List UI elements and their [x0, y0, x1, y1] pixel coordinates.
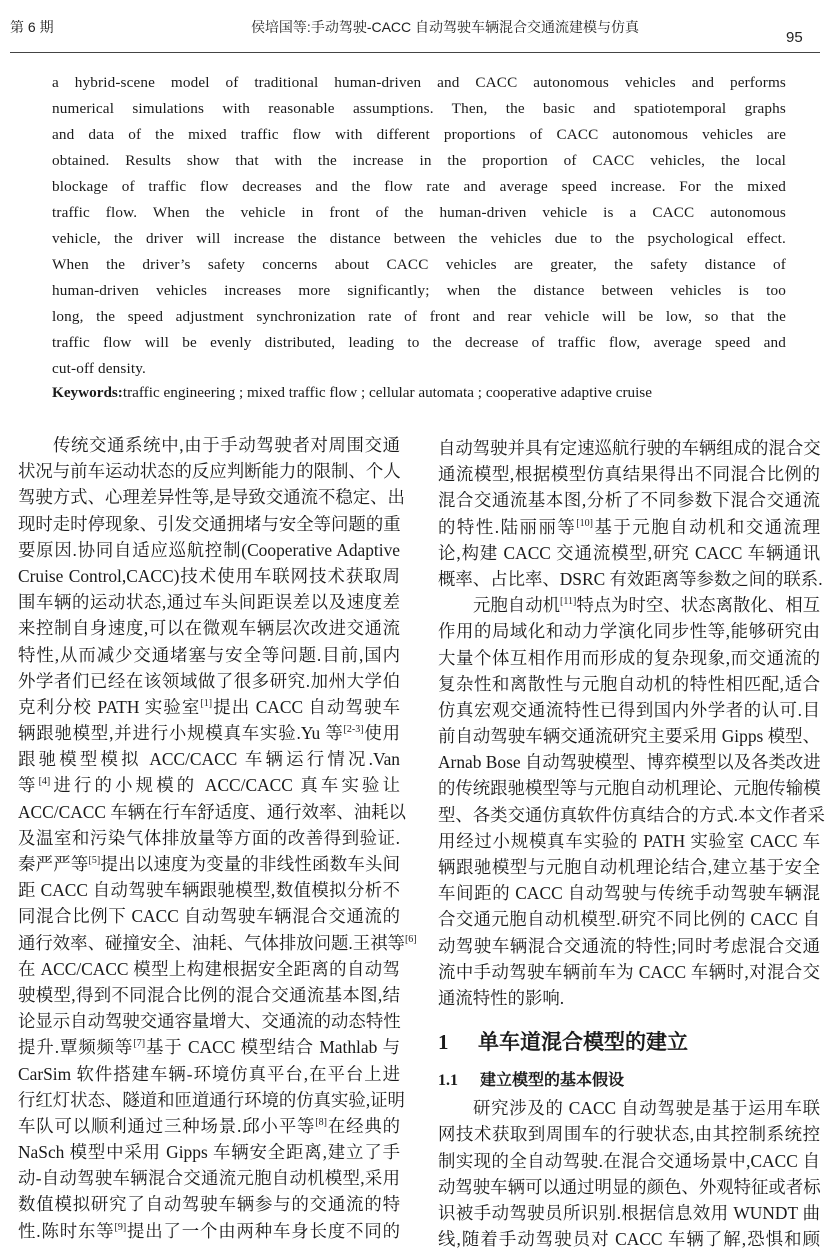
text-segment: 复杂性和离散性与元胞自动机的特性相匹配,适合: [438, 673, 820, 694]
keywords-label: Keywords:: [52, 384, 123, 401]
text-segment: 识被手动驾驶员所识别.根据信息效用 WUNDT 曲: [438, 1202, 820, 1223]
citation[interactable]: [2-3]: [343, 724, 364, 736]
abstract-line: traffic flow will be evenly distributed, leading to the decrease of traffic flow, average speed and: [52, 334, 786, 351]
text-line: [438, 514, 820, 540]
abstract-line: cut-off density.: [52, 360, 146, 377]
citation[interactable]: [10]: [576, 517, 593, 529]
citation[interactable]: [8]: [315, 1116, 327, 1128]
text-line: [438, 618, 820, 644]
citation[interactable]: [9]: [114, 1221, 127, 1233]
running-title: 侯培国等:手动驾驶-CACC 自动驾驶车辆混合交通流建模与仿真: [250, 19, 640, 35]
text-segment: CarSim 软件搭建车辆-环境仿真平台,在平台上进: [18, 1063, 400, 1084]
abstract-line: traffic flow. When the vehicle in front of the human-driven vehicle is a CACC autonomous: [52, 204, 786, 221]
text-line: [438, 880, 820, 906]
text-segment: 流中手动驾驶车辆前车为 CACC 车辆时,对混合交: [438, 961, 820, 982]
text-segment: 进行的小规模的 ACC/CACC 真车实验让: [50, 775, 400, 796]
text-segment: 同混合比例下 CACC 自动驾驶车辆混合交通流的: [18, 906, 400, 927]
text-line: [18, 772, 400, 798]
text-line: [438, 1200, 820, 1226]
text-segment: 通流模型,根据模型仿真结果得出不同混合比例的: [438, 464, 820, 485]
right-column: [438, 435, 825, 1252]
text-segment: 通流特性的影响.: [438, 987, 565, 1008]
text-segment: 辆跟驰模型,并进行小规模真车实验.Yu 等: [18, 723, 344, 744]
text-segment: 行红灯状态、隧道和匝道通行环境的仿真实验,证明: [18, 1089, 405, 1110]
text-line: [18, 484, 405, 510]
abstract-line: numerical simulations with reasonable assumptions. Then, the basic and spatiotemporal graphs: [52, 100, 786, 117]
text-line: [18, 982, 400, 1008]
left-column: [18, 432, 417, 1244]
text-line: [438, 1148, 820, 1174]
text-segment: 线,随着手动驾驶员对 CACC 车辆了解,恐惧和顾: [438, 1229, 820, 1250]
text-segment: 动-自动驾驶车辆混合交通流元胞自动机模型,采用: [18, 1168, 400, 1189]
text-line: [438, 671, 820, 697]
text-line: [18, 1087, 405, 1113]
abstract-line: obtained. Results show that with the increase in the proportion of CACC vehicles, the local: [52, 152, 786, 169]
text-line: [18, 1061, 400, 1087]
text-segment: 混合交通流基本图,分析了不同参数下混合交通流: [438, 490, 820, 511]
header-rule: [10, 52, 820, 53]
text-segment: 作用的局域化和动力学演化同步性等,能够研究由: [438, 621, 820, 642]
text-segment: 等: [18, 775, 39, 796]
text-line: [438, 1121, 820, 1147]
abstract-line: long, the speed adjustment synchronization rate of front and rear vehicle will be low, so that the: [52, 308, 786, 325]
text-line: [18, 1165, 400, 1191]
text-segment: NaSch 模型中采用 Gipps 车辆安全距离,建立了手: [18, 1142, 400, 1163]
text-segment: 围车辆的运动状态,通过车头间距误差以及速度差: [18, 592, 400, 613]
text-line: [438, 723, 820, 749]
text-segment: 提升.覃频频等: [18, 1037, 134, 1058]
citation[interactable]: [7]: [133, 1038, 146, 1050]
text-segment: 距 CACC 自动驾驶车辆跟驰模型,数值模拟分析不: [18, 880, 400, 901]
text-segment: 通行效率、碰撞安全、油耗、气体排放问题.王祺等: [18, 932, 405, 953]
text-segment: 论显示自动驾驶交通容量增大、交通流的动态特性: [18, 1011, 401, 1032]
text-line: [18, 956, 400, 982]
text-segment: 制实现的全自动驾驶.在混合交通场景中,CACC 自: [438, 1150, 820, 1171]
text-line: [18, 746, 400, 772]
text-segment: 动驾驶车辆可以通过明显的颜色、外观特征或者标: [438, 1176, 821, 1197]
text-line: [438, 802, 825, 828]
text-segment: 特性,从而减少交通堵塞与安全等问题.目前,国内: [18, 644, 400, 665]
keywords-text: traffic engineering ; mixed traffic flow ; cellular automata ; cooperative adaptive cruise: [122, 384, 652, 401]
text-segment: 大量个体互相作用而形成的复杂现象,而交通流的: [438, 647, 820, 668]
text-line: [18, 825, 400, 851]
text-segment: 传统交通系统中,由于手动驾驶者对周围交通: [53, 435, 400, 455]
text-segment: 研究涉及的 CACC 自动驾驶是基于运用车联: [473, 1098, 820, 1119]
text-line: [18, 799, 406, 825]
text-line: [18, 1218, 400, 1244]
text-segment: 用经过小规模真车实验的 PATH 实验室 CACC 车: [438, 830, 820, 851]
text-segment: 动驾驶车辆混合交通流的特性;同时考虑混合交通: [438, 935, 820, 956]
text-segment: 驾驶方式、心理差异性等,是导致交通流不稳定、出: [18, 487, 405, 508]
issue-label: 第 6 期: [10, 19, 54, 35]
citation[interactable]: [6]: [404, 933, 417, 945]
section-number: 1: [438, 1030, 449, 1055]
text-line: [438, 959, 820, 985]
text-segment: 元胞自动机: [473, 595, 561, 616]
text-line: [438, 985, 820, 1011]
abstract-line: a hybrid-scene model of traditional human-driven and CACC autonomous vehicles and performs: [52, 74, 786, 91]
text-line: [438, 906, 820, 932]
text-line: [438, 1095, 820, 1121]
abstract-line: and data of the mixed traffic flow with different proportions of CACC autonomous vehicles are: [52, 126, 786, 143]
abstract-line: human-driven vehicles increases more significantly; when the distance between vehicles is too: [52, 282, 786, 299]
right-column-section-body: [438, 1095, 820, 1252]
subsection-number: 1.1: [438, 1072, 458, 1090]
text-segment: 及温室和污染气体排放量等方面的改善得到验证.: [18, 827, 400, 848]
text-segment: 的传统跟驰模型等与元胞自动机理论、元胞传输模: [438, 778, 821, 799]
text-line: [18, 511, 400, 537]
text-line: [18, 1034, 400, 1060]
citation[interactable]: [11]: [560, 596, 577, 608]
text-segment: 现时走时停现象、引发交通拥堵与安全等问题的重: [18, 513, 401, 534]
abstract-line: blockage of traffic flow decreases and the flow rate and average speed increase. For the mixed: [52, 178, 786, 195]
text-line: [438, 566, 823, 592]
text-line: [18, 1191, 400, 1217]
text-segment: 基于元胞自动机和交通流理: [592, 516, 820, 537]
subsection-heading: [438, 1067, 820, 1093]
text-segment: 辆跟驰模型与元胞自动机理论结合,建立基于安全: [438, 857, 820, 877]
text-line: [438, 645, 820, 671]
text-line: [18, 458, 400, 484]
text-line: [438, 828, 820, 854]
text-segment: 网技术获取到周围车的行驶状态,由其控制系统控: [438, 1124, 820, 1145]
section-title: 单车道混合模型的建立: [478, 1030, 688, 1055]
text-segment: 跟驰模型模拟 ACC/CACC 车辆运行情况.Van: [18, 749, 400, 770]
text-segment: 克利分校 PATH 实验室: [18, 696, 201, 717]
text-line: [18, 851, 400, 877]
text-segment: 性.陈时东等: [18, 1220, 115, 1241]
text-line: [438, 1226, 820, 1252]
right-column-intro: [438, 435, 825, 1011]
text-segment: Arnab Bose 自动驾驶模型、博弈模型以及各类改进: [438, 752, 821, 773]
text-line: [438, 749, 820, 775]
text-segment: Cruise Control,CACC)技术使用车联网技术获取周: [18, 565, 400, 586]
text-line: [438, 775, 820, 801]
text-segment: ACC/CACC 车辆在行车舒适度、通行效率、油耗以: [18, 801, 406, 822]
text-line: [18, 930, 417, 956]
text-segment: 秦严严等: [18, 854, 89, 874]
citation[interactable]: [1]: [200, 697, 213, 709]
page-number: 95: [786, 29, 803, 46]
section-heading: [438, 1017, 820, 1067]
text-segment: 提出了一个由两种车身长度不同的: [126, 1220, 400, 1241]
text-segment: 外学者们已经在该领域做了很多研究.加州大学伯: [18, 670, 400, 691]
text-segment: 论,构建 CACC 交通流模型,研究 CACC 车辆通讯: [438, 542, 820, 563]
text-segment: 基于 CACC 模型结合 Mathlab 与: [145, 1037, 400, 1058]
text-segment: 在经典的: [326, 1115, 400, 1136]
citation[interactable]: [5]: [88, 855, 101, 866]
text-line: [18, 720, 400, 746]
text-line: [18, 903, 400, 929]
text-line: [18, 615, 400, 641]
subsection-title: 建立模型的基本假设: [480, 1070, 625, 1090]
text-line: [18, 537, 400, 563]
citation[interactable]: [4]: [38, 776, 51, 788]
text-line: [438, 540, 820, 566]
text-segment: 来控制自身速度,可以在微观车辆层次改进交通流: [18, 618, 400, 639]
text-line: [18, 432, 400, 458]
text-line: [438, 697, 820, 723]
text-line: [18, 694, 400, 720]
text-line: [18, 589, 400, 615]
text-line: [18, 563, 400, 589]
text-line: [438, 435, 820, 461]
text-segment: 前自动驾驶车辆交通流研究主要采用 Gipps 模型、: [438, 726, 820, 747]
text-segment: 状况与前车运动状态的反应判断能力的限制、个人: [18, 461, 401, 482]
text-segment: 提出以速度为变量的非线性函数车头间: [100, 854, 400, 874]
text-line: [438, 854, 820, 880]
text-segment: 车队可以顺利通过三种场景.邱小平等: [18, 1115, 316, 1136]
abstract-line: When the driver’s safety concerns about CACC vehicles are greater, the safety distance of: [52, 256, 786, 273]
text-line: [18, 877, 400, 903]
text-segment: 要原因.协同自适应巡航控制(Cooperative Adaptive: [18, 539, 400, 560]
text-line: [438, 933, 820, 959]
text-segment: 数值模拟研究了自动驾驶车辆参与的交通流的特: [18, 1194, 400, 1215]
text-line: [438, 592, 820, 618]
text-segment: 提出 CACC 自动驾驶车: [212, 696, 400, 717]
text-segment: 的特性.陆丽丽等: [438, 516, 577, 537]
text-line: [18, 1139, 400, 1165]
text-segment: 自动驾驶并具有定速巡航行驶的车辆组成的混合交: [438, 438, 821, 458]
text-line: [438, 487, 820, 513]
text-segment: 在 ACC/CACC 模型上构建根据安全距离的自动驾: [18, 958, 400, 979]
text-line: [438, 461, 820, 487]
text-segment: 概率、占比率、DSRC 有效距离等参数之间的联系.: [438, 568, 823, 589]
text-line: [18, 1008, 400, 1034]
text-segment: 仿真宏观交通流特性已得到国内外学者的认可.目: [438, 699, 820, 720]
text-line: [438, 1174, 820, 1200]
text-segment: 合交通元胞自动机模型.研究不同比例的 CACC 自: [438, 909, 820, 930]
text-segment: 型、各类交通仿真软件仿真结合的方式.本文作者采: [438, 804, 825, 825]
text-segment: 车间距的 CACC 自动驾驶与传统手动驾驶车辆混: [438, 883, 820, 904]
text-segment: 使用: [363, 723, 400, 744]
abstract-line: vehicle, the driver will increase the distance between the vehicles due to the psychological effect.: [52, 230, 786, 247]
keywords: [52, 384, 652, 402]
text-line: [18, 1113, 400, 1139]
text-segment: 驶模型,得到不同混合比例的混合交通流基本图,结: [18, 984, 400, 1005]
text-segment: 特点为时空、状态离散化、相互: [576, 595, 820, 616]
text-line: [18, 642, 400, 668]
text-line: [18, 668, 400, 694]
